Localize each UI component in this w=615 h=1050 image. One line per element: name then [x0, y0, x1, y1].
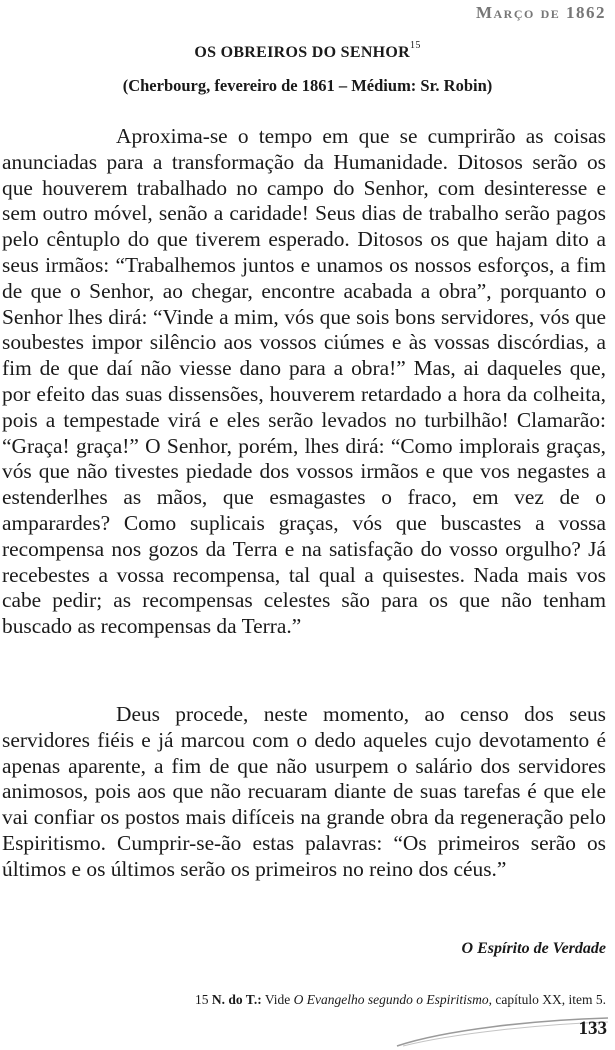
paragraph-text: Deus procede, neste momento, ao censo dos seus servidores fiéis e já marcou com o dedo aqueles cujo devotamento é apenas aparente, a fim de que não usurpem o salário dos servidores animosos, pois aos que não recuaram diante de suas tarefas é que ele vai confiar os postos mais difíceis na grande obra da regeneração pelo Espiritismo. Cumprir-se-ão estas palavras: “Os primeiros serão os últimos e os últimos serão os primeiros no reino dos céus.” [2, 702, 606, 881]
footnote-book-title: O Evangelho segundo o Espiritismo [293, 992, 489, 1007]
running-head: Março de 1862 [475, 3, 606, 22]
footnote-ref[interactable]: 15 [410, 40, 421, 51]
chapter-subtitle: (Cherbourg, fevereiro de 1861 – Médium: Sr. Robin) [122, 76, 493, 95]
body-paragraph-1 [2, 124, 606, 640]
chapter-title-text: OS OBREIROS DO SENHOR [194, 44, 411, 61]
footnote-prefix: Vide [264, 992, 291, 1007]
footnote-number: 15 [195, 992, 209, 1007]
chapter-title [0, 40, 615, 62]
signature: O Espírito de Verdade [461, 940, 606, 957]
footnote [195, 992, 606, 1008]
paragraph-text: Aproxima-se o tempo em que se cumprirão as coisas anunciadas para a transformação da Humanidade. Ditosos serão os que houverem trabalhado no campo do Senhor, com desinteresse e sem outro móvel, senão a caridade! Seus dias de trabalho serão pagos pelo cêntuplo do que tiverem esperado. Ditosos os que hajam dito a seus irmãos: “Trabalhemos juntos e unamos os nossos esforços, a fim de que o Senhor, ao chegar, encontre acabada a obra”, porquanto o Senhor lhes dirá: “Vinde a mim, vós que sois bons servidores, vós que soubestes impor silêncio aos vossos ciúmes e às vossas discórdias, a fim de que daí não viesse dano para a obra!” Mas, ai daqueles que, por efeito das suas dissensões, houverem retardado a hora da colheita, pois a tempestade virá e eles serão levados no turbilhão! Clamarão: “Graça! graça!” O Senhor, porém, lhes dirá: “Como implorais graças, vós que não tivestes piedade dos vossos irmãos e que vos negastes a estenderlhes as mãos, que esmagastes o fraco, em vez de o amparardes? Como suplicais graças, vós que buscastes a vossa recompensa nos gozos da Terra e na satisfação do vosso orgulho? Já recebestes a vossa recompensa, tal qual a quisestes. Nada mais vos cabe pedir; as recompensas celestes são para os que não tenham buscado as recompensas da Terra.” [2, 124, 606, 639]
footnote-label: N. do T.: [211, 992, 262, 1007]
page-number: 133 [578, 1018, 607, 1039]
body-paragraph-2 [2, 702, 606, 883]
footnote-suffix: , capítulo XX, item 5. [488, 992, 606, 1007]
